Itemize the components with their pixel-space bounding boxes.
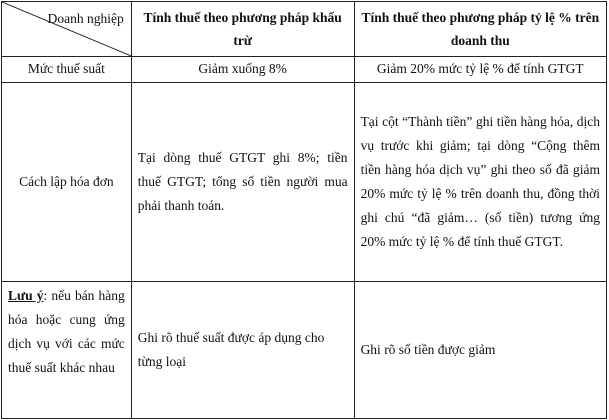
row-label-invoice: Cách lập hóa đơn bbox=[2, 83, 132, 282]
note-text: : nếu bán hàng hóa hoặc cung ứng dịch vụ với các mức thuế suất khác nhau bbox=[8, 288, 125, 376]
corner-label: Doanh nghiệp bbox=[47, 11, 124, 26]
table-row-tax-rate bbox=[2, 56, 607, 82]
header-revenue-method: Tính thuế theo phương pháp tỷ lệ % trên doanh thu bbox=[354, 2, 606, 57]
header-row bbox=[2, 2, 607, 57]
row-label-note bbox=[2, 282, 132, 419]
cell-rate-deduction: Giảm xuống 8% bbox=[131, 56, 354, 82]
cell-rate-revenue: Giảm 20% mức tỷ lệ % để tính GTGT bbox=[354, 56, 606, 82]
cell-invoice-deduction: Tại dòng thuế GTGT ghi 8%; tiền thuế GTGT; tổng số tiền người mua phải thanh toán. bbox=[131, 83, 354, 282]
cell-note-deduction: Ghi rõ thuế suất được áp dụng cho từng loại bbox=[131, 282, 354, 419]
table-row-invoice bbox=[2, 83, 607, 282]
table-row-note bbox=[2, 282, 607, 419]
cell-note-revenue: Ghi rõ số tiền được giảm bbox=[354, 282, 606, 419]
row-label-tax-rate: Mức thuế suất bbox=[2, 56, 132, 82]
tax-comparison-table bbox=[1, 1, 607, 419]
corner-header-cell bbox=[2, 2, 132, 57]
cell-invoice-revenue: Tại cột “Thành tiền” ghi tiền hàng hóa, dịch vụ trước khi giảm; tại dòng “Cộng thêm tiền hàng hóa dịch vụ” ghi theo số đã giảm 20% mức tỷ lệ % trên doanh thu, đồng thời ghi chú “đã giảm… (số tiền) tương ứng 20% mức tỷ lệ % để tính thuế GTGT. bbox=[354, 83, 606, 282]
header-deduction-method: Tính thuế theo phương pháp khấu trừ bbox=[131, 2, 354, 57]
note-heading: Lưu ý bbox=[8, 288, 44, 304]
